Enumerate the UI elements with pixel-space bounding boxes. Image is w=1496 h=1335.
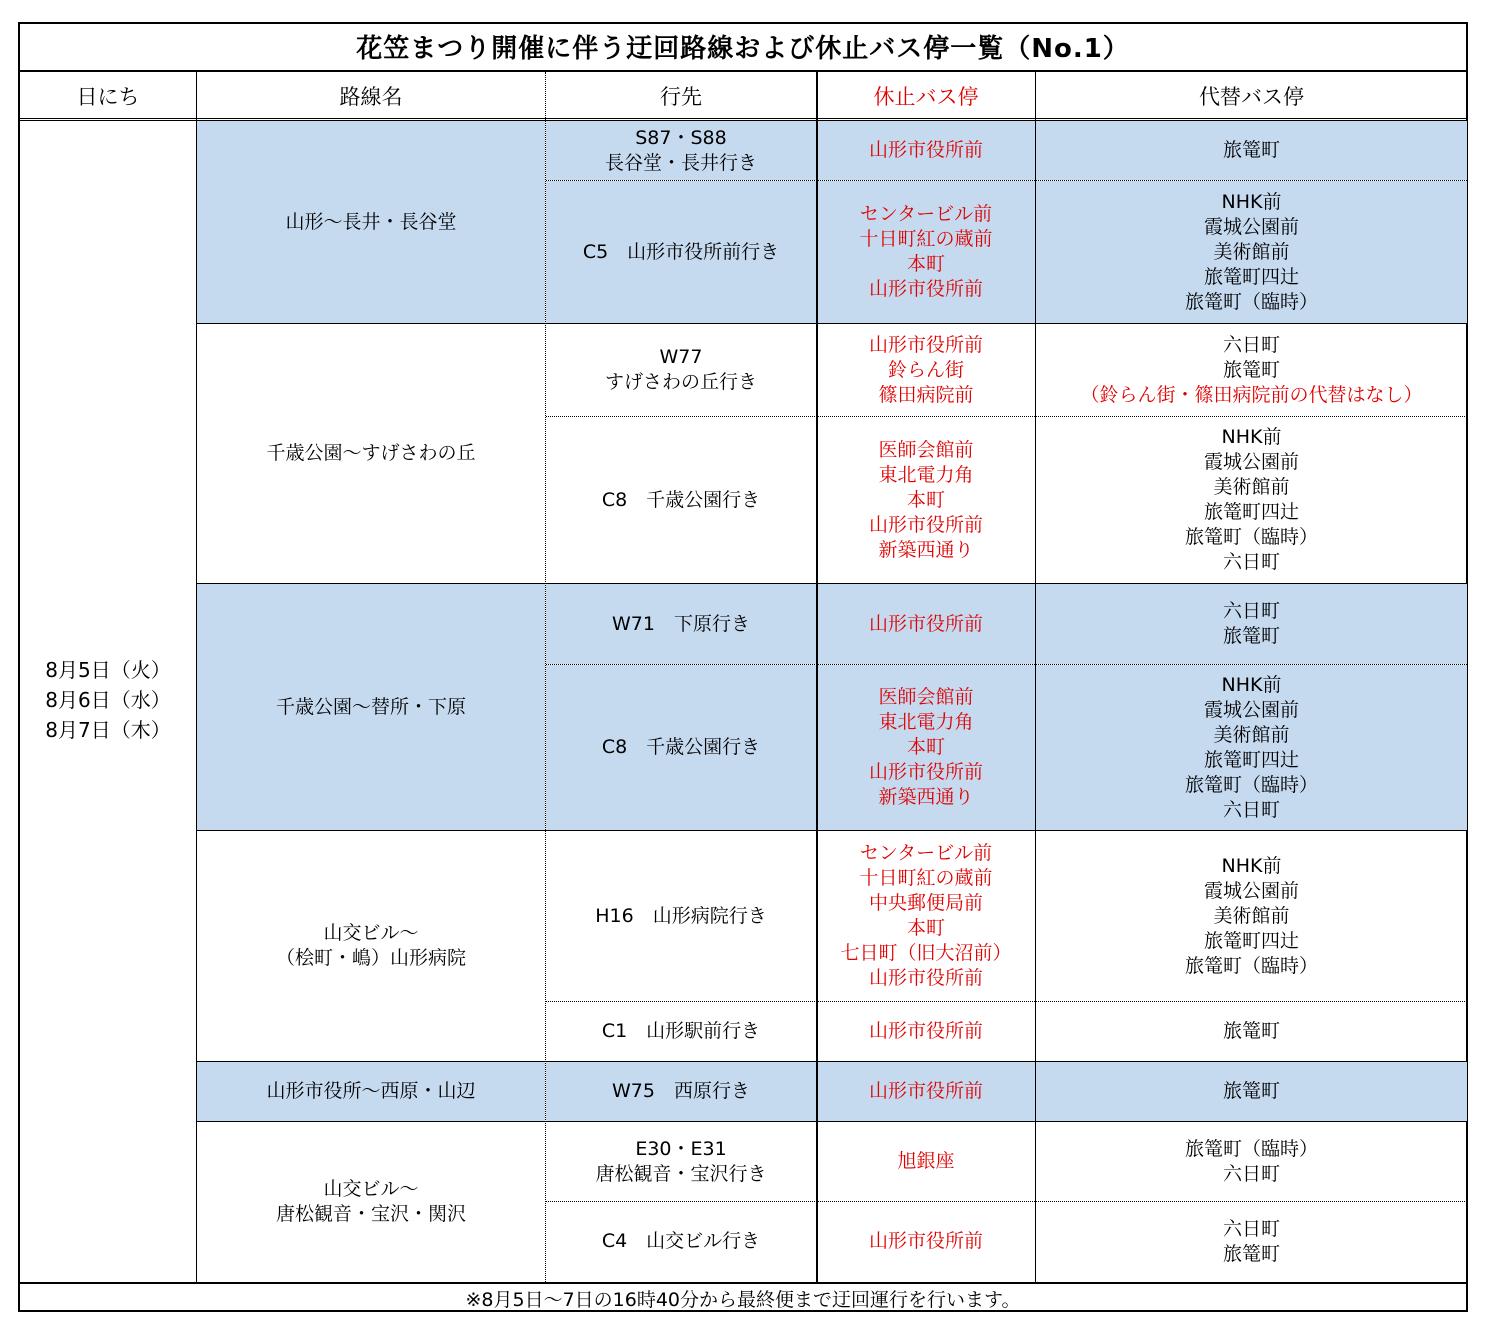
route-name-cell: [197, 831, 545, 1061]
closed-stop: 山形市役所前: [868, 513, 983, 536]
header-route: 路線名: [339, 85, 403, 109]
alternative-stop: 旅篭町: [1222, 1080, 1280, 1102]
route-name-cell: [197, 584, 545, 830]
destination-line: C1 山形駅前行き: [601, 1020, 761, 1042]
route-name: （桧町・嶋）山形病院: [275, 947, 466, 969]
destination-line: 唐松観音・宝沢行き: [595, 1162, 767, 1185]
alternative-stop: 六日町: [1222, 1162, 1280, 1185]
route-name-cell: [197, 121, 545, 323]
date-line: 8月6日（水）: [45, 688, 171, 712]
alternative-stops-cell: [1036, 831, 1467, 1001]
closed-stop: 本町: [906, 253, 945, 275]
destination-cell: [546, 665, 816, 830]
closed-stop: 本町: [906, 736, 945, 758]
alternative-stop: 旅篭町（臨時）: [1184, 954, 1318, 977]
closed-stops-cell: [817, 831, 1035, 1001]
alternative-stop: 美術館前: [1213, 904, 1290, 927]
closed-stop: センタービル前: [859, 203, 993, 225]
destination-line: C4 山交ビル行き: [601, 1230, 761, 1252]
date-line: 8月5日（火）: [45, 658, 171, 682]
closed-stop: 篠田病院前: [878, 383, 974, 406]
alternative-stop: 旅篭町: [1222, 1020, 1280, 1042]
alternative-stops-cell: [1036, 324, 1467, 416]
closed-stops-cell: [817, 665, 1035, 830]
alternative-stop: NHK前: [1221, 854, 1282, 877]
closed-stop: 山形市役所前: [868, 139, 983, 161]
closed-stop: 本町: [906, 917, 945, 939]
closed-stops-cell: [817, 121, 1035, 180]
alternative-stop: NHK前: [1221, 426, 1282, 448]
destination-cell: [546, 417, 816, 583]
alternative-stop: 旅篭町四辻: [1203, 501, 1299, 523]
route-name: 千歳公園～すげさわの丘: [266, 442, 476, 464]
route-name: 山交ビル～: [323, 922, 419, 944]
alternative-stop: 六日町: [1222, 1217, 1280, 1240]
alternative-stop: NHK前: [1221, 673, 1282, 696]
closed-stops-cell: [817, 1122, 1035, 1201]
alternative-stops-cell: [1036, 584, 1467, 664]
group-divider: [197, 1121, 1467, 1122]
row-divider: [546, 1001, 1467, 1002]
destination-cell: [546, 831, 816, 1001]
alternative-stop: 旅篭町: [1222, 625, 1280, 647]
alternative-note: （鈴らん街・篠田病院前の代替はなし）: [1080, 383, 1423, 406]
closed-stop: 山形市役所前: [868, 1230, 983, 1252]
closed-stop: 中央郵便局前: [868, 892, 983, 914]
row-divider: [546, 1201, 1467, 1202]
destination-cell: [546, 584, 816, 664]
alternative-stop: 霞城公園前: [1203, 451, 1299, 473]
alternative-stops-cell: [1036, 1202, 1467, 1281]
route-name-cell: [197, 1062, 545, 1121]
closed-stop: 本町: [906, 488, 945, 511]
route-name-cell: [197, 1122, 545, 1281]
closed-stop: センタービル前: [859, 842, 993, 864]
closed-stop: 山形市役所前: [868, 333, 983, 356]
alternative-stops-cell: [1036, 181, 1467, 323]
footer-note: ※8月5日～7日の16時40分から最終便まで迂回運行を行います。: [18, 1282, 1468, 1312]
destination-cell: [546, 181, 816, 323]
closed-stop: 新築西通り: [878, 538, 974, 561]
destination-cell: [546, 1062, 816, 1121]
alternative-stops-cell: [1036, 1002, 1467, 1061]
alternative-stop: 六日町: [1222, 333, 1280, 356]
closed-stops-cell: [817, 1002, 1035, 1061]
alternative-stop: 旅篭町四辻: [1203, 748, 1299, 771]
destination-line: H16 山形病院行き: [595, 904, 767, 927]
group-divider: [197, 583, 1467, 584]
alternative-stop: 旅篭町（臨時）: [1184, 773, 1318, 796]
closed-stops-cell: [817, 1202, 1035, 1281]
alternative-stop: 旅篭町四辻: [1203, 265, 1299, 288]
page-title: 花笠まつり開催に伴う迂回路線および休止バス停一覧（No.1）: [18, 22, 1468, 72]
alternative-stop: NHK前: [1221, 190, 1282, 213]
route-name: 山形～長井・長谷堂: [285, 210, 457, 233]
closed-stop: 鈴らん街: [887, 358, 964, 381]
alternative-stop: 美術館前: [1213, 476, 1290, 498]
alternative-stops-cell: [1036, 1122, 1467, 1201]
alternative-stops-cell: [1036, 1062, 1467, 1121]
header-date: 日にち: [76, 85, 140, 109]
closed-stop: 山形市役所前: [868, 278, 983, 300]
closed-stop: 山形市役所前: [868, 1080, 983, 1102]
closed-stops-cell: [817, 181, 1035, 323]
row-divider: [546, 180, 1467, 181]
destination-cell: [546, 324, 816, 416]
closed-stop: 東北電力角: [878, 463, 974, 486]
header-alternative-stops: 代替バス停: [1199, 85, 1304, 109]
route-name-cell: [197, 324, 545, 583]
header-closed-stops: 休止バス停: [873, 85, 979, 109]
row-divider: [546, 416, 1467, 417]
alternative-stops-cell: [1036, 417, 1467, 583]
route-name: 山形市役所～西原・山辺: [266, 1080, 476, 1102]
closed-stop: 医師会館前: [878, 686, 974, 708]
alternative-stop: 旅篭町（臨時）: [1184, 1137, 1318, 1160]
date-cell: [20, 120, 196, 1280]
closed-stop: 十日町紅の蔵前: [859, 228, 993, 250]
destination-line: C5 山形市役所前行き: [582, 240, 780, 263]
closed-stops-cell: [817, 417, 1035, 583]
alternative-stop: 旅篭町: [1222, 358, 1280, 381]
destination-line: 長谷堂・長井行き: [604, 151, 757, 174]
closed-stop: 十日町紅の蔵前: [859, 867, 993, 889]
column-divider: [816, 72, 818, 1282]
closed-stop: 旭銀座: [897, 1150, 955, 1172]
alternative-stop: 旅篭町: [1222, 1242, 1280, 1265]
destination-cell: [546, 1202, 816, 1281]
date-line: 8月7日（木）: [45, 718, 171, 742]
alternative-stop: 六日町: [1222, 600, 1280, 622]
alternative-stop: 旅篭町（臨時）: [1184, 290, 1318, 313]
destination-cell: [546, 121, 816, 180]
route-name: 千歳公園～替所・下原: [275, 695, 466, 718]
closed-stop: 山形市役所前: [868, 612, 983, 635]
column-divider: [196, 72, 197, 1282]
group-divider: [197, 1061, 1467, 1062]
alternative-stops-cell: [1036, 121, 1467, 180]
closed-stops-cell: [817, 1062, 1035, 1121]
destination-line: W75 西原行き: [612, 1080, 750, 1102]
alternative-stop: 旅篭町: [1222, 139, 1280, 161]
destination-line: E30・E31: [635, 1137, 727, 1160]
closed-stop: 医師会館前: [878, 438, 974, 461]
alternative-stop: 旅篭町四辻: [1203, 929, 1299, 952]
column-divider: [545, 72, 546, 1282]
alternative-stop: 霞城公園前: [1203, 698, 1299, 721]
row-divider: [546, 664, 1467, 665]
alternative-stop: 六日町: [1222, 798, 1280, 821]
group-divider: [197, 830, 1467, 831]
destination-cell: [546, 1122, 816, 1201]
closed-stop: 山形市役所前: [868, 967, 983, 989]
destination-line: W77: [659, 346, 703, 368]
destination-line: W71 下原行き: [612, 612, 750, 635]
alternative-stop: 美術館前: [1213, 240, 1290, 263]
group-divider: [197, 323, 1467, 324]
column-divider: [1035, 72, 1036, 1282]
closed-stop: 新築西通り: [878, 786, 974, 808]
alternative-stop: 旅篭町（臨時）: [1184, 526, 1318, 548]
closed-stop: 東北電力角: [878, 711, 974, 733]
destination-cell: [546, 1002, 816, 1061]
closed-stop: 山形市役所前: [868, 1020, 983, 1042]
closed-stops-cell: [817, 584, 1035, 664]
destination-line: すげさわの丘行き: [604, 371, 757, 393]
alternative-stops-cell: [1036, 665, 1467, 830]
alternative-stop: 六日町: [1222, 551, 1280, 573]
closed-stops-cell: [817, 324, 1035, 416]
route-name: 山交ビル～: [323, 1177, 419, 1200]
alternative-stop: 霞城公園前: [1203, 879, 1299, 902]
closed-stop: 七日町（旧大沼前）: [840, 942, 1012, 964]
destination-line: S87・S88: [635, 126, 727, 149]
closed-stop: 山形市役所前: [868, 761, 983, 783]
header-destination: 行先: [660, 85, 702, 109]
alternative-stop: 美術館前: [1213, 723, 1290, 746]
alternative-stop: 霞城公園前: [1203, 215, 1299, 238]
destination-line: C8 千歳公園行き: [601, 736, 761, 758]
destination-line: C8 千歳公園行き: [601, 488, 761, 511]
route-name: 唐松観音・宝沢・関沢: [275, 1202, 466, 1225]
